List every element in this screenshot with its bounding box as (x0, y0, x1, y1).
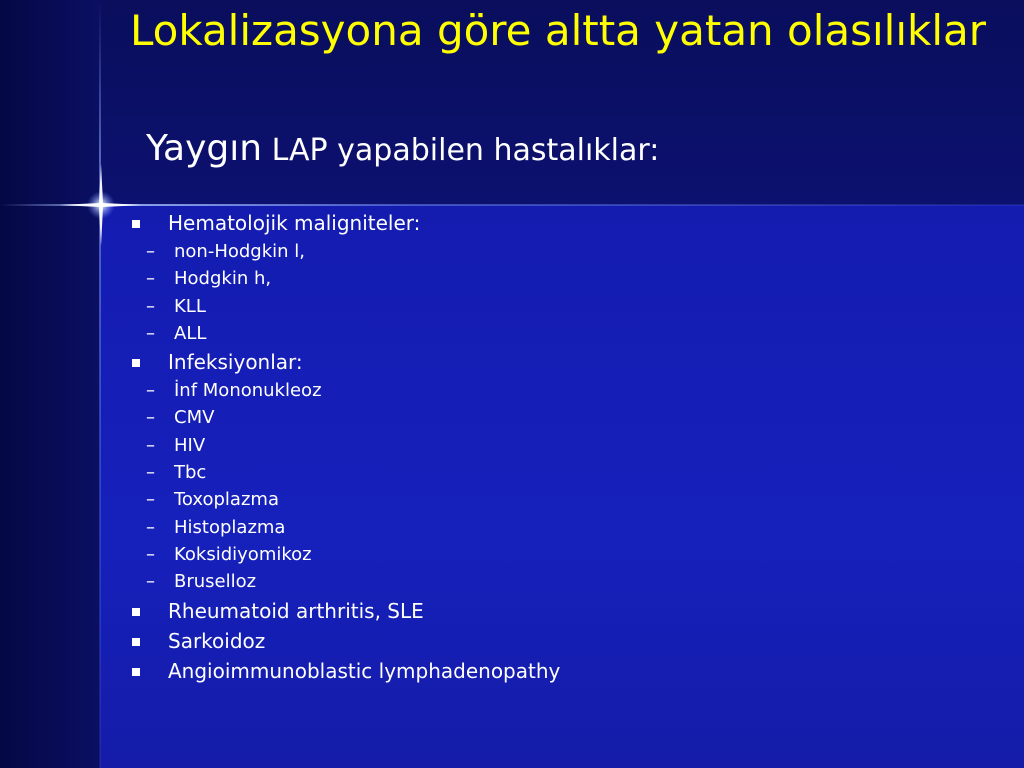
sub-list-item-label: HIV (174, 434, 206, 456)
list-item (130, 656, 990, 686)
dash-bullet: – (146, 295, 155, 317)
sub-list-item-label: Hodgkin h, (174, 268, 272, 290)
sub-list-item (92, 568, 990, 595)
sub-list-item-label: Tbc (174, 462, 207, 484)
square-bullet-icon (132, 638, 140, 646)
sub-list-item (92, 265, 990, 292)
sub-list-item-label: KLL (174, 295, 206, 317)
slide-title: Lokalizasyona göre altta yatan olasılıklar (130, 6, 987, 55)
list-item-label: Rheumatoid arthritis, SLE (168, 598, 424, 623)
list-item-label: Sarkoidoz (168, 628, 266, 653)
dash-bullet: – (146, 407, 155, 429)
sub-list-item (92, 541, 990, 568)
sub-list-item-label: Bruselloz (174, 571, 257, 593)
dash-bullet: – (146, 434, 155, 456)
dash-bullet: – (146, 380, 155, 402)
subtitle-rest: LAP yapabilen hastalıklar: (262, 133, 660, 168)
sub-list-item (92, 459, 990, 486)
left-panel-background (0, 0, 100, 768)
square-bullet-icon (132, 608, 140, 616)
list-item (130, 596, 990, 626)
dash-bullet: – (146, 268, 155, 290)
dash-bullet: – (146, 571, 155, 593)
horizontal-divider (0, 204, 1024, 206)
list-item-label: Infeksiyonlar: (168, 350, 303, 375)
list-item (130, 347, 990, 377)
sub-list-item-label: Koksidiyomikoz (174, 543, 312, 565)
list-item (130, 208, 990, 238)
bullet-list-container (130, 208, 990, 686)
dash-bullet: – (146, 462, 155, 484)
sub-list-item (92, 514, 990, 541)
sub-list-item (92, 320, 990, 347)
sub-list-item-label: non-Hodgkin l, (174, 241, 306, 262)
dash-bullet: – (146, 322, 155, 344)
square-bullet-icon (132, 668, 140, 676)
sub-list-item (92, 238, 990, 265)
bullet-list (130, 208, 990, 686)
dash-bullet: – (146, 489, 155, 511)
sub-list-item (92, 293, 990, 320)
sub-list-item (92, 432, 990, 459)
sub-list-item (92, 404, 990, 431)
sub-list-item-label: İnf Mononukleoz (174, 380, 322, 402)
sub-list-item-label: CMV (174, 407, 215, 429)
dash-bullet: – (146, 241, 155, 262)
list-item-label: Hematolojik maligniteler: (168, 211, 421, 235)
list-item (130, 626, 990, 656)
sub-list-item-label: ALL (174, 322, 207, 344)
sub-list-item-label: Histoplazma (174, 516, 286, 538)
square-bullet-icon (132, 359, 140, 367)
sub-list-item-label: Toxoplazma (174, 489, 279, 511)
sub-list-item (92, 486, 990, 513)
square-bullet-icon (132, 220, 140, 228)
slide-subtitle (146, 128, 1006, 169)
dash-bullet: – (146, 543, 155, 565)
list-item-label: Angioimmunoblastic lymphadenopathy (168, 658, 561, 683)
subtitle-lead-word: Yaygın (146, 128, 263, 169)
dash-bullet: – (146, 516, 155, 538)
sub-list-item (92, 377, 990, 404)
